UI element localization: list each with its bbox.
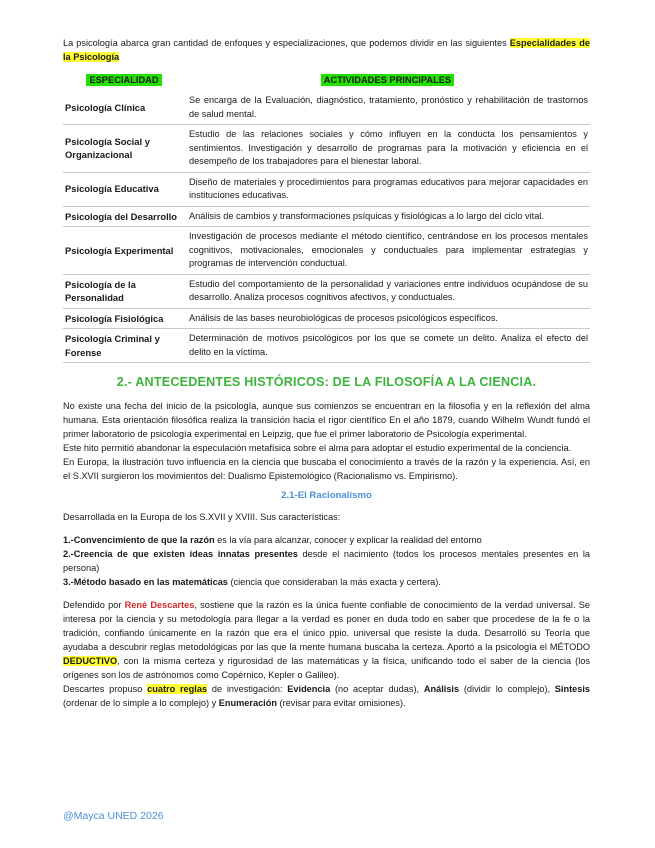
specialty-name: Psicología del Desarrollo	[63, 206, 185, 227]
intro-text: La psicología abarca gran cantidad de enfoques y especializaciones, que podemos dividir en las siguientes	[63, 38, 507, 48]
table-row	[63, 274, 590, 308]
history-paragraph-2: Este hito permitió abandonar la especulación metafísica sobre el alma para adoptar el estudio experimental de la conciencia.	[63, 443, 572, 453]
specialty-name: Psicología Clínica	[63, 91, 185, 125]
specialty-name: Psicología Experimental	[63, 227, 185, 275]
specialty-desc: Determinación de motivos psicológicos por los que se comete un delito. Analiza el efecto del delito en la víctima.	[185, 329, 590, 363]
deductive-method-highlight: DEDUCTIVO	[63, 656, 118, 666]
characteristic-item: 3.-Método basado en las matemáticas (ciencia que consideraban la más exacta y certera).	[63, 577, 441, 587]
table-row	[63, 125, 590, 173]
table-row	[63, 227, 590, 275]
characteristic-item: 1.-Convencimiento de que la razón es la vía para alcanzar, conocer y explicar la realidad del entorno	[63, 535, 482, 545]
header-specialty: ESPECIALIDAD	[63, 73, 185, 91]
four-rules-highlight: cuatro reglas	[147, 684, 208, 694]
rationalism-intro: Desarrollada en la Europa de los S.XVII y XVIII. Sus características:	[63, 512, 341, 522]
footer-credit: @Mayca UNED 2026	[63, 810, 164, 822]
specialty-desc: Diseño de materiales y procedimientos para programas educativos para mejorar capacidades en instituciones educativas.	[185, 172, 590, 206]
specialty-desc: Estudio del comportamiento de la personalidad y variaciones entre individuos ocupándose de su desarrollo. Analiza procesos cognitivos afectivos, y conductuales.	[185, 274, 590, 308]
descartes-name: René Descartes	[124, 600, 195, 610]
document-page	[63, 36, 590, 710]
table-row	[63, 172, 590, 206]
specialty-name: Psicología Social y Organizacional	[63, 125, 185, 173]
history-paragraph-3: En Europa, la ilustración tuvo influencia en la ciencia que buscaba el conocimiento a través de la razón y la experiencia. Así, en el S.XVII surgieron los movimientos del: Dualismo Epistemológico (Racionalismo vs. Empirismo).	[63, 457, 590, 481]
section-2-1-heading: 2.1-El Racionalismo	[281, 490, 372, 501]
specialty-name: Psicología Criminal y Forense	[63, 329, 185, 363]
history-paragraph-1: No existe una fecha del inicio de la psicología, aunque sus comienzos se encuentran en la filosofía y en la reflexión del alma humana. Esta orientación filosófica realiza la transición hacia el rigor científico En el año 1879, cuando Wilhelm Wundt fundó el primer laboratorio de psicología experimental en Leipzig, que fue el primer laboratorio de Psicología experimental.	[63, 401, 590, 439]
specialties-table	[63, 73, 590, 363]
specialty-name: Psicología de la Personalidad	[63, 274, 185, 308]
specialty-name: Psicología Educativa	[63, 172, 185, 206]
descartes-paragraph: Defendido por René Descartes, sostiene que la razón es la única fuente confiable de conocimiento de la verdad universal. Se interesa por la ciencia y su metodología para llegar a la verdad es poner en duda todo en saber que procedese de la fe o la tradición, confiando únicamente en la razón que era el único ppio. universal que resiste la duda. Desarrolló su Teoría que ayudaba a descubrir reglas metodológicas por las que la mente humana buscaba la certeza. Aportó a la psicología el MÉTODO DEDUCTIVO, con la misma certeza y rigurosidad de las matemáticas y la física, unificando todo el saber de la ciencia (los orígenes son los de astrónomos como Copérnico, Kepler o Galileo).	[63, 600, 590, 680]
table-row	[63, 308, 590, 329]
table-header-row	[63, 73, 590, 91]
specialty-name: Psicología Fisiológica	[63, 308, 185, 329]
table-row	[63, 329, 590, 363]
header-activities: ACTIVIDADES PRINCIPALES	[185, 73, 590, 91]
descartes-rules-paragraph: Descartes propuso cuatro reglas de investigación: Evidencia (no aceptar dudas), Análisis (dividir lo complejo), Síntesis (ordenar de lo simple a lo complejo) y Enumeración (revisar para evitar omisiones).	[63, 684, 591, 708]
table-row	[63, 91, 590, 125]
intro-highlight: Especialidades de la Psicología	[63, 38, 590, 62]
characteristic-item: 2.-Creencia de que existen ideas innatas presentes desde el nacimiento (todos los procesos mentales presentes en la persona)	[63, 549, 590, 573]
specialty-desc: Estudio de las relaciones sociales y cómo influyen en la conducta los pensamientos y sentimientos. Investigación y desarrollo de programas para la motivación y eficiencia en el desempeño de los trabajadores para el bienestar laboral.	[185, 125, 590, 173]
intro-paragraph	[63, 36, 590, 64]
section-2-heading: 2.- ANTECEDENTES HISTÓRICOS: DE LA FILOSOFÍA A LA CIENCIA.	[116, 375, 537, 389]
specialty-desc: Investigación de procesos mediante el método científico, centrándose en los procesos mentales cognitivos, motivacionales, emocionales y conductuales para implementar estrategias y programas de intervención conductual.	[185, 227, 590, 275]
specialty-desc: Análisis de cambios y transformaciones psíquicas y fisiológicas a lo largo del ciclo vital.	[185, 206, 590, 227]
specialty-desc: Análisis de las bases neurobiológicas de procesos psicológicos específicos.	[185, 308, 590, 329]
specialty-desc: Se encarga de la Evaluación, diagnóstico, tratamiento, pronóstico y rehabilitación de trastornos de salud mental.	[185, 91, 590, 125]
table-row	[63, 206, 590, 227]
